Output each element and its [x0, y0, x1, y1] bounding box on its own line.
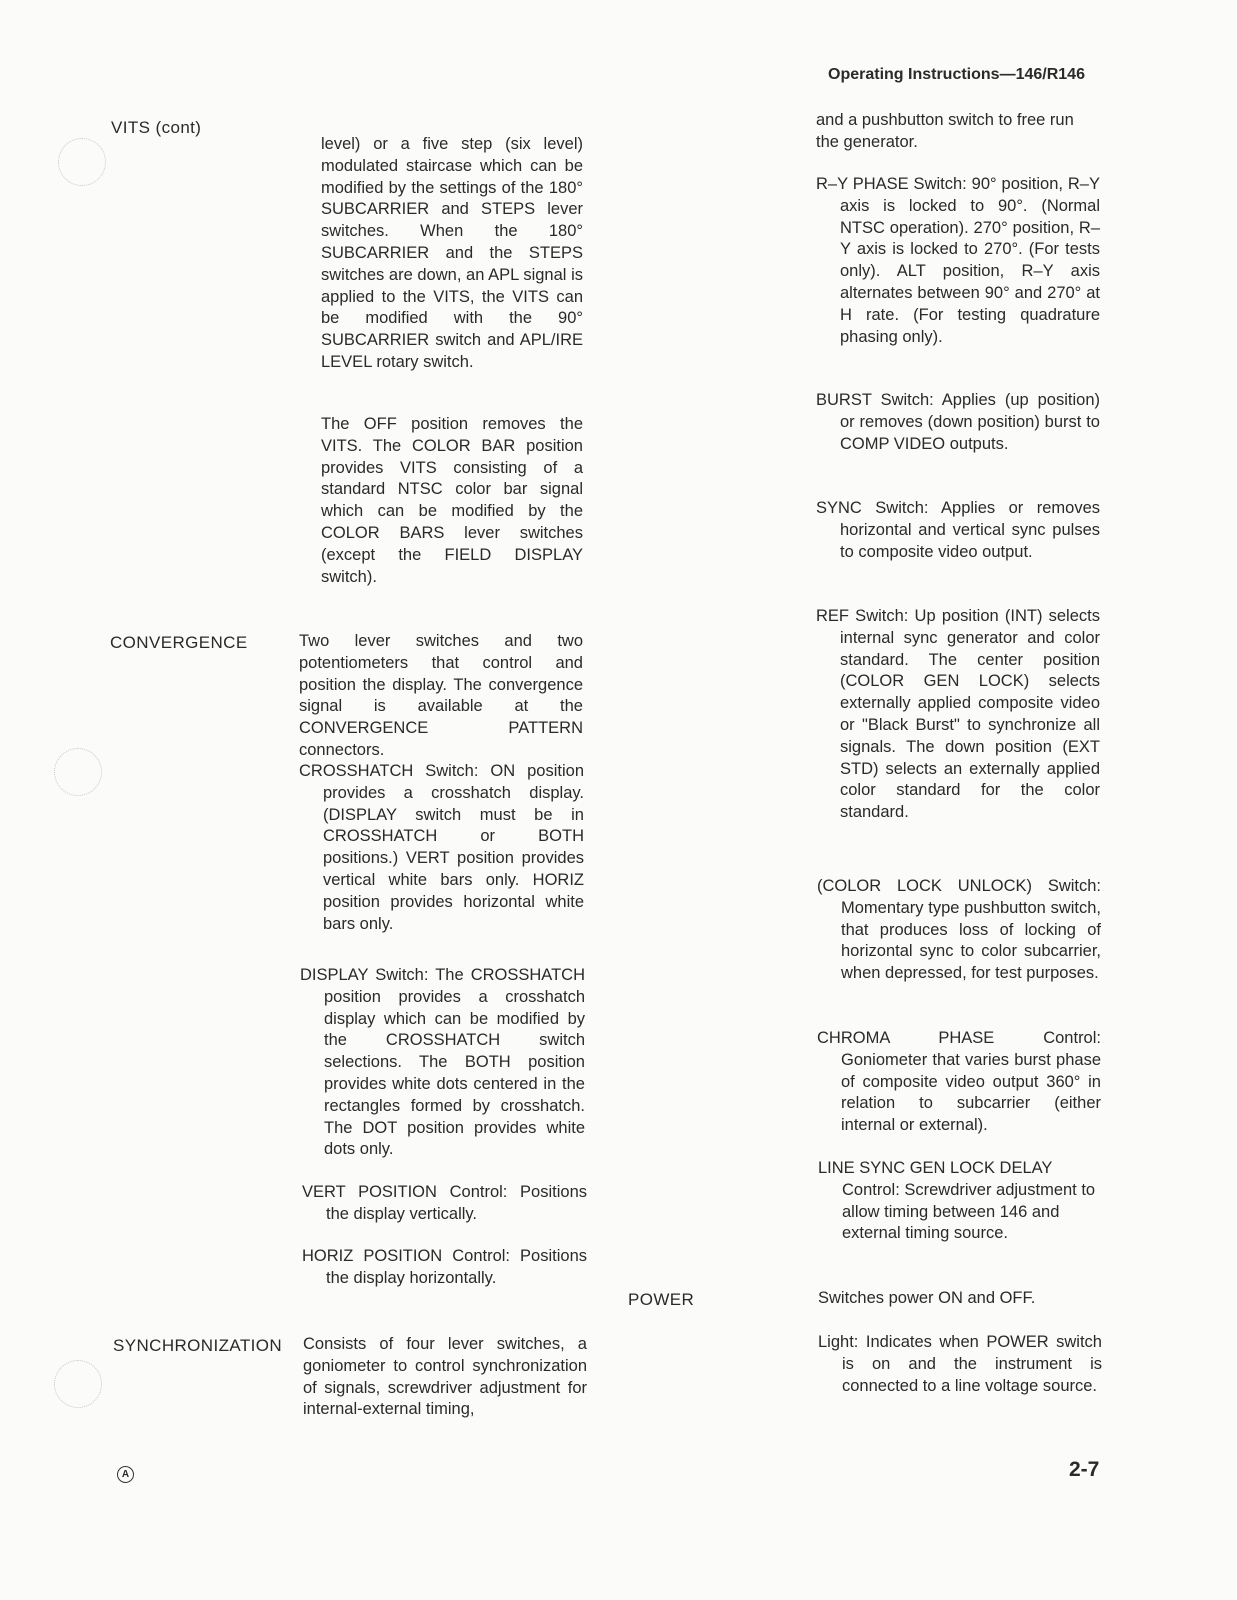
page-number: 2-7	[1069, 1458, 1100, 1481]
synchronization-intro: Consists of four lever switches, a goniometer to control synchronization of signals, screwdriver adjustment for internal-external timing,	[303, 1335, 587, 1419]
vert-position-text: VERT POSITION Control: Positions the display vertically.	[302, 1183, 587, 1223]
binder-hole-mark	[54, 748, 102, 796]
power-light-text: Light: Indicates when POWER switch is on and the instrument is connected to a line voltage source.	[818, 1333, 1102, 1395]
display-switch-text: DISPLAY Switch: The CROSSHATCH position provides a crosshatch display which can be modified by the CROSSHATCH switch selections. The BOTH position provides white dots centered in the rectangles formed by crosshatch. The DOT position provides white dots only.	[300, 966, 585, 1159]
horiz-position-text: HORIZ POSITION Control: Positions the display horizontally.	[302, 1247, 587, 1287]
crosshatch-switch-text: CROSSHATCH Switch: ON position provides a crosshatch display. (DISPLAY switch must be in CROSSHATCH or BOTH positions.) VERT position provides vertical white bars only. HORIZ position provides horizontal white bars only.	[299, 762, 584, 933]
vits-label: VITS (cont)	[111, 118, 202, 137]
binder-hole-mark	[54, 1360, 102, 1408]
binder-hole-mark	[58, 138, 106, 186]
vits-paragraph-1: level) or a five step (six level) modulated staircase which can be modified by the settings of the 180° SUBCARRIER and STEPS lever switches. When the 180° SUBCARRIER and the STEPS switches are down, an APL signal is applied to the VITS, the VITS can be modified with the 90° SUBCARRIER switch and APL/IRE LEVEL rotary switch.	[321, 135, 583, 371]
running-title: Operating Instructions—146/R146	[828, 66, 1085, 83]
burst-switch-text: BURST Switch: Applies (up position) or removes (down position) burst to COMP VIDEO outputs.	[816, 391, 1100, 453]
color-lock-unlock-text: (COLOR LOCK UNLOCK) Switch: Momentary type pushbutton switch, that produces loss of locking of horizontal sync to color subcarrier, when depressed, for test purposes.	[817, 877, 1101, 983]
convergence-intro: Two lever switches and two potentiometers that control and position the display. The convergence signal is available at the CONVERGENCE PATTERN connectors.	[299, 632, 583, 759]
line-sync-delay-text: LINE SYNC GEN LOCK DELAY Control: Screwdriver adjustment to allow timing between 146 and external timing source.	[818, 1159, 1096, 1243]
ry-phase-switch-text: R–Y PHASE Switch: 90° position, R–Y axis is locked to 90°. (Normal NTSC operation). 270° position, R–Y axis is locked to 270°. (For tests only). ALT position, R–Y axis alternates between 90° and 270° at H rate. (For testing quadrature phasing only).	[816, 175, 1100, 346]
convergence-label: CONVERGENCE	[110, 633, 248, 652]
sync-switch-text: SYNC Switch: Applies or removes horizontal and vertical sync pulses to composite video output.	[816, 499, 1100, 561]
power-text: Switches power ON and OFF.	[818, 1289, 1036, 1307]
publisher-mark-icon: A	[117, 1466, 134, 1483]
chroma-phase-text: CHROMA PHASE Control: Goniometer that varies burst phase of composite video output 360° in relation to subcarrier (either internal or external).	[817, 1029, 1101, 1135]
vits-paragraph-2: The OFF position removes the VITS. The COLOR BAR position provides VITS consisting of a standard NTSC color bar signal which can be modified by the COLOR BARS lever switches (except the FIELD DISPLAY switch).	[321, 415, 583, 586]
synchronization-label: SYNCHRONIZATION	[113, 1336, 283, 1355]
power-label: POWER	[628, 1290, 695, 1309]
ref-switch-text: REF Switch: Up position (INT) selects internal sync generator and color standard. The center position (COLOR GEN LOCK) selects externally applied composite video or "Black Burst" to synchronize all signals. The down position (EXT STD) selects an externally applied color standard for the color standard.	[816, 607, 1100, 822]
synchronization-continued: and a pushbutton switch to free run the generator.	[816, 111, 1074, 151]
